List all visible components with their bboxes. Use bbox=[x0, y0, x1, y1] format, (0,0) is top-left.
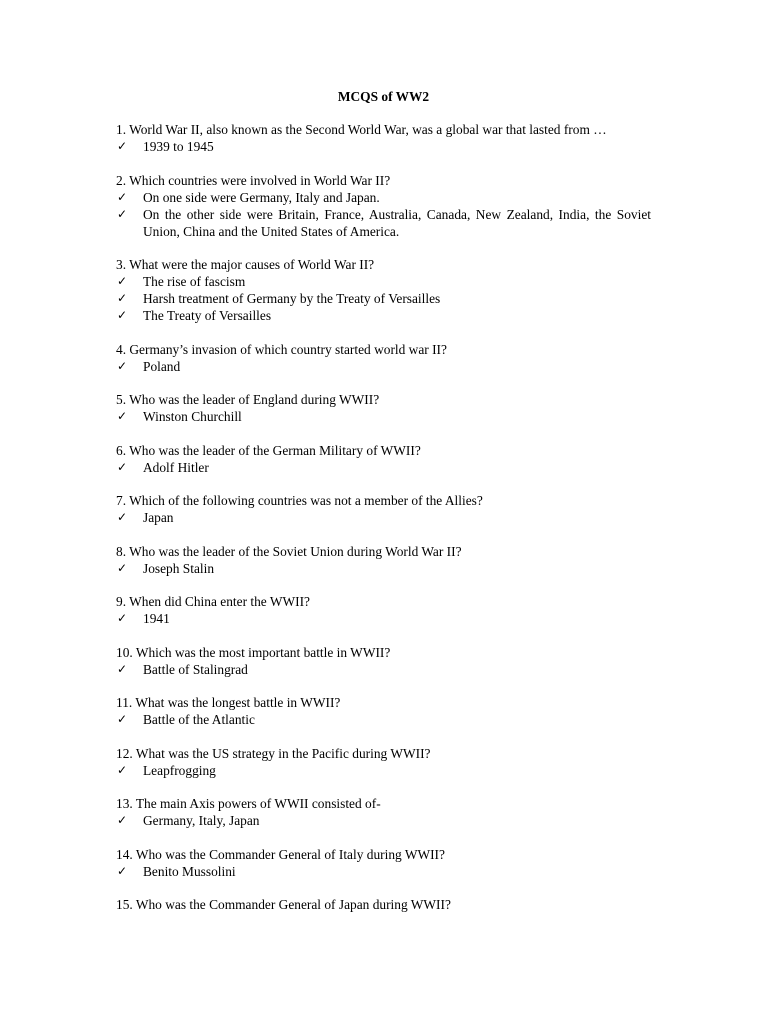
question-text: 10. Which was the most important battle in WWII? bbox=[116, 644, 391, 660]
answer-item bbox=[116, 459, 651, 476]
answer-list bbox=[116, 459, 651, 476]
answer-text: The rise of fascism bbox=[143, 274, 246, 289]
checkmark-icon: ✓ bbox=[117, 291, 128, 305]
question-text: 13. The main Axis powers of WWII consisted of- bbox=[116, 796, 381, 811]
answer-list bbox=[116, 408, 651, 425]
answer-text: 1941 bbox=[143, 611, 170, 626]
question-text: 5. Who was the leader of England during WWII? bbox=[116, 392, 380, 407]
answer-item bbox=[116, 560, 651, 577]
answer-item bbox=[116, 189, 651, 206]
question-text: 4. Germany’s invasion of which country started world war II? bbox=[116, 341, 447, 357]
answer-item bbox=[116, 509, 651, 526]
question-item-12 bbox=[116, 745, 651, 779]
answer-item bbox=[116, 290, 651, 307]
answer-text: Winston Churchill bbox=[143, 409, 242, 424]
question-text: 8. Who was the leader of the Soviet Union during World War II? bbox=[116, 543, 462, 559]
question-text: 7. Which of the following countries was not a member of the Allies? bbox=[116, 493, 483, 508]
checkmark-icon: ✓ bbox=[117, 358, 128, 373]
question-item-4 bbox=[116, 341, 651, 375]
answer-list bbox=[116, 661, 651, 678]
answer-list bbox=[116, 610, 651, 627]
answer-text: Leapfrogging bbox=[143, 762, 216, 778]
checkmark-icon: ✓ bbox=[117, 813, 128, 827]
question-item-3 bbox=[116, 256, 651, 324]
answer-list bbox=[116, 560, 651, 577]
answer-text: Adolf Hitler bbox=[143, 459, 209, 475]
question-item-1 bbox=[116, 121, 651, 155]
answer-text: The Treaty of Versailles bbox=[143, 308, 272, 323]
question-item-13 bbox=[116, 795, 651, 829]
checkmark-icon: ✓ bbox=[117, 308, 128, 322]
answer-item bbox=[116, 138, 651, 155]
answer-item bbox=[116, 358, 651, 375]
answer-list bbox=[116, 509, 651, 526]
question-item-6 bbox=[116, 442, 651, 476]
answer-list bbox=[116, 863, 651, 880]
question-text: 2. Which countries were involved in World War II? bbox=[116, 172, 391, 188]
answer-list bbox=[116, 711, 651, 728]
answer-text: Harsh treatment of Germany by the Treaty of Versailles bbox=[143, 291, 441, 306]
checkmark-icon: ✓ bbox=[117, 712, 128, 726]
question-text: 9. When did China enter the WWII? bbox=[116, 594, 310, 609]
answer-item bbox=[116, 812, 651, 829]
question-text: 15. Who was the Commander General of Japan during WWII? bbox=[116, 897, 451, 912]
answer-item bbox=[116, 762, 651, 779]
answer-list bbox=[116, 762, 651, 779]
answer-list bbox=[116, 138, 651, 155]
checkmark-icon: ✓ bbox=[117, 661, 128, 676]
answer-item bbox=[116, 863, 651, 880]
answer-item bbox=[116, 610, 651, 627]
answer-list bbox=[116, 189, 651, 240]
answer-text: Joseph Stalin bbox=[143, 560, 215, 576]
question-item-9 bbox=[116, 593, 651, 627]
checkmark-icon: ✓ bbox=[117, 611, 128, 625]
question-list bbox=[116, 121, 651, 913]
question-text: 12. What was the US strategy in the Pacific during WWII? bbox=[116, 745, 431, 761]
checkmark-icon: ✓ bbox=[117, 459, 128, 474]
checkmark-icon: ✓ bbox=[117, 560, 128, 575]
question-item-7 bbox=[116, 492, 651, 526]
answer-text: Japan bbox=[143, 510, 174, 525]
question-text: 11. What was the longest battle in WWII? bbox=[116, 695, 341, 710]
document-page bbox=[116, 88, 651, 930]
answer-text: Poland bbox=[143, 358, 181, 374]
question-item-14 bbox=[116, 846, 651, 880]
question-text: 3. What were the major causes of World War II? bbox=[116, 257, 375, 272]
document-title: MCQS of WW2 bbox=[337, 89, 430, 104]
checkmark-icon: ✓ bbox=[117, 762, 128, 777]
checkmark-icon: ✓ bbox=[117, 139, 128, 153]
answer-item bbox=[116, 408, 651, 425]
answer-text: Battle of Stalingrad bbox=[143, 661, 248, 677]
question-item-8 bbox=[116, 543, 651, 577]
checkmark-icon: ✓ bbox=[117, 274, 128, 288]
answer-item bbox=[116, 711, 651, 728]
answer-text: On one side were Germany, Italy and Japan. bbox=[143, 189, 380, 205]
answer-text: 1939 to 1945 bbox=[143, 139, 214, 154]
answer-text: On the other side were Britain, France, Australia, Canada, New Zealand, India, the Soviet Union, China and the United States of America. bbox=[143, 206, 651, 239]
question-text: 14. Who was the Commander General of Italy during WWII? bbox=[116, 846, 445, 862]
checkmark-icon: ✓ bbox=[117, 863, 128, 878]
answer-item bbox=[116, 273, 651, 290]
answer-list bbox=[116, 358, 651, 375]
checkmark-icon: ✓ bbox=[117, 510, 128, 524]
answer-item bbox=[116, 206, 651, 240]
answer-text: Germany, Italy, Japan bbox=[143, 813, 260, 828]
question-item-11 bbox=[116, 694, 651, 728]
answer-item bbox=[116, 661, 651, 678]
answer-text: Battle of the Atlantic bbox=[143, 712, 255, 727]
checkmark-icon: ✓ bbox=[117, 206, 128, 221]
answer-item bbox=[116, 307, 651, 324]
checkmark-icon: ✓ bbox=[117, 189, 128, 204]
question-item-10 bbox=[116, 644, 651, 678]
question-item-2 bbox=[116, 172, 651, 240]
question-item-5 bbox=[116, 391, 651, 425]
answer-list bbox=[116, 812, 651, 829]
answer-text: Benito Mussolini bbox=[143, 863, 236, 879]
answer-list bbox=[116, 273, 651, 324]
question-text: 6. Who was the leader of the German Military of WWII? bbox=[116, 442, 421, 458]
question-item-15 bbox=[116, 896, 651, 913]
checkmark-icon: ✓ bbox=[117, 409, 128, 423]
question-text: 1. World War II, also known as the Second World War, was a global war that lasted from … bbox=[116, 122, 607, 137]
